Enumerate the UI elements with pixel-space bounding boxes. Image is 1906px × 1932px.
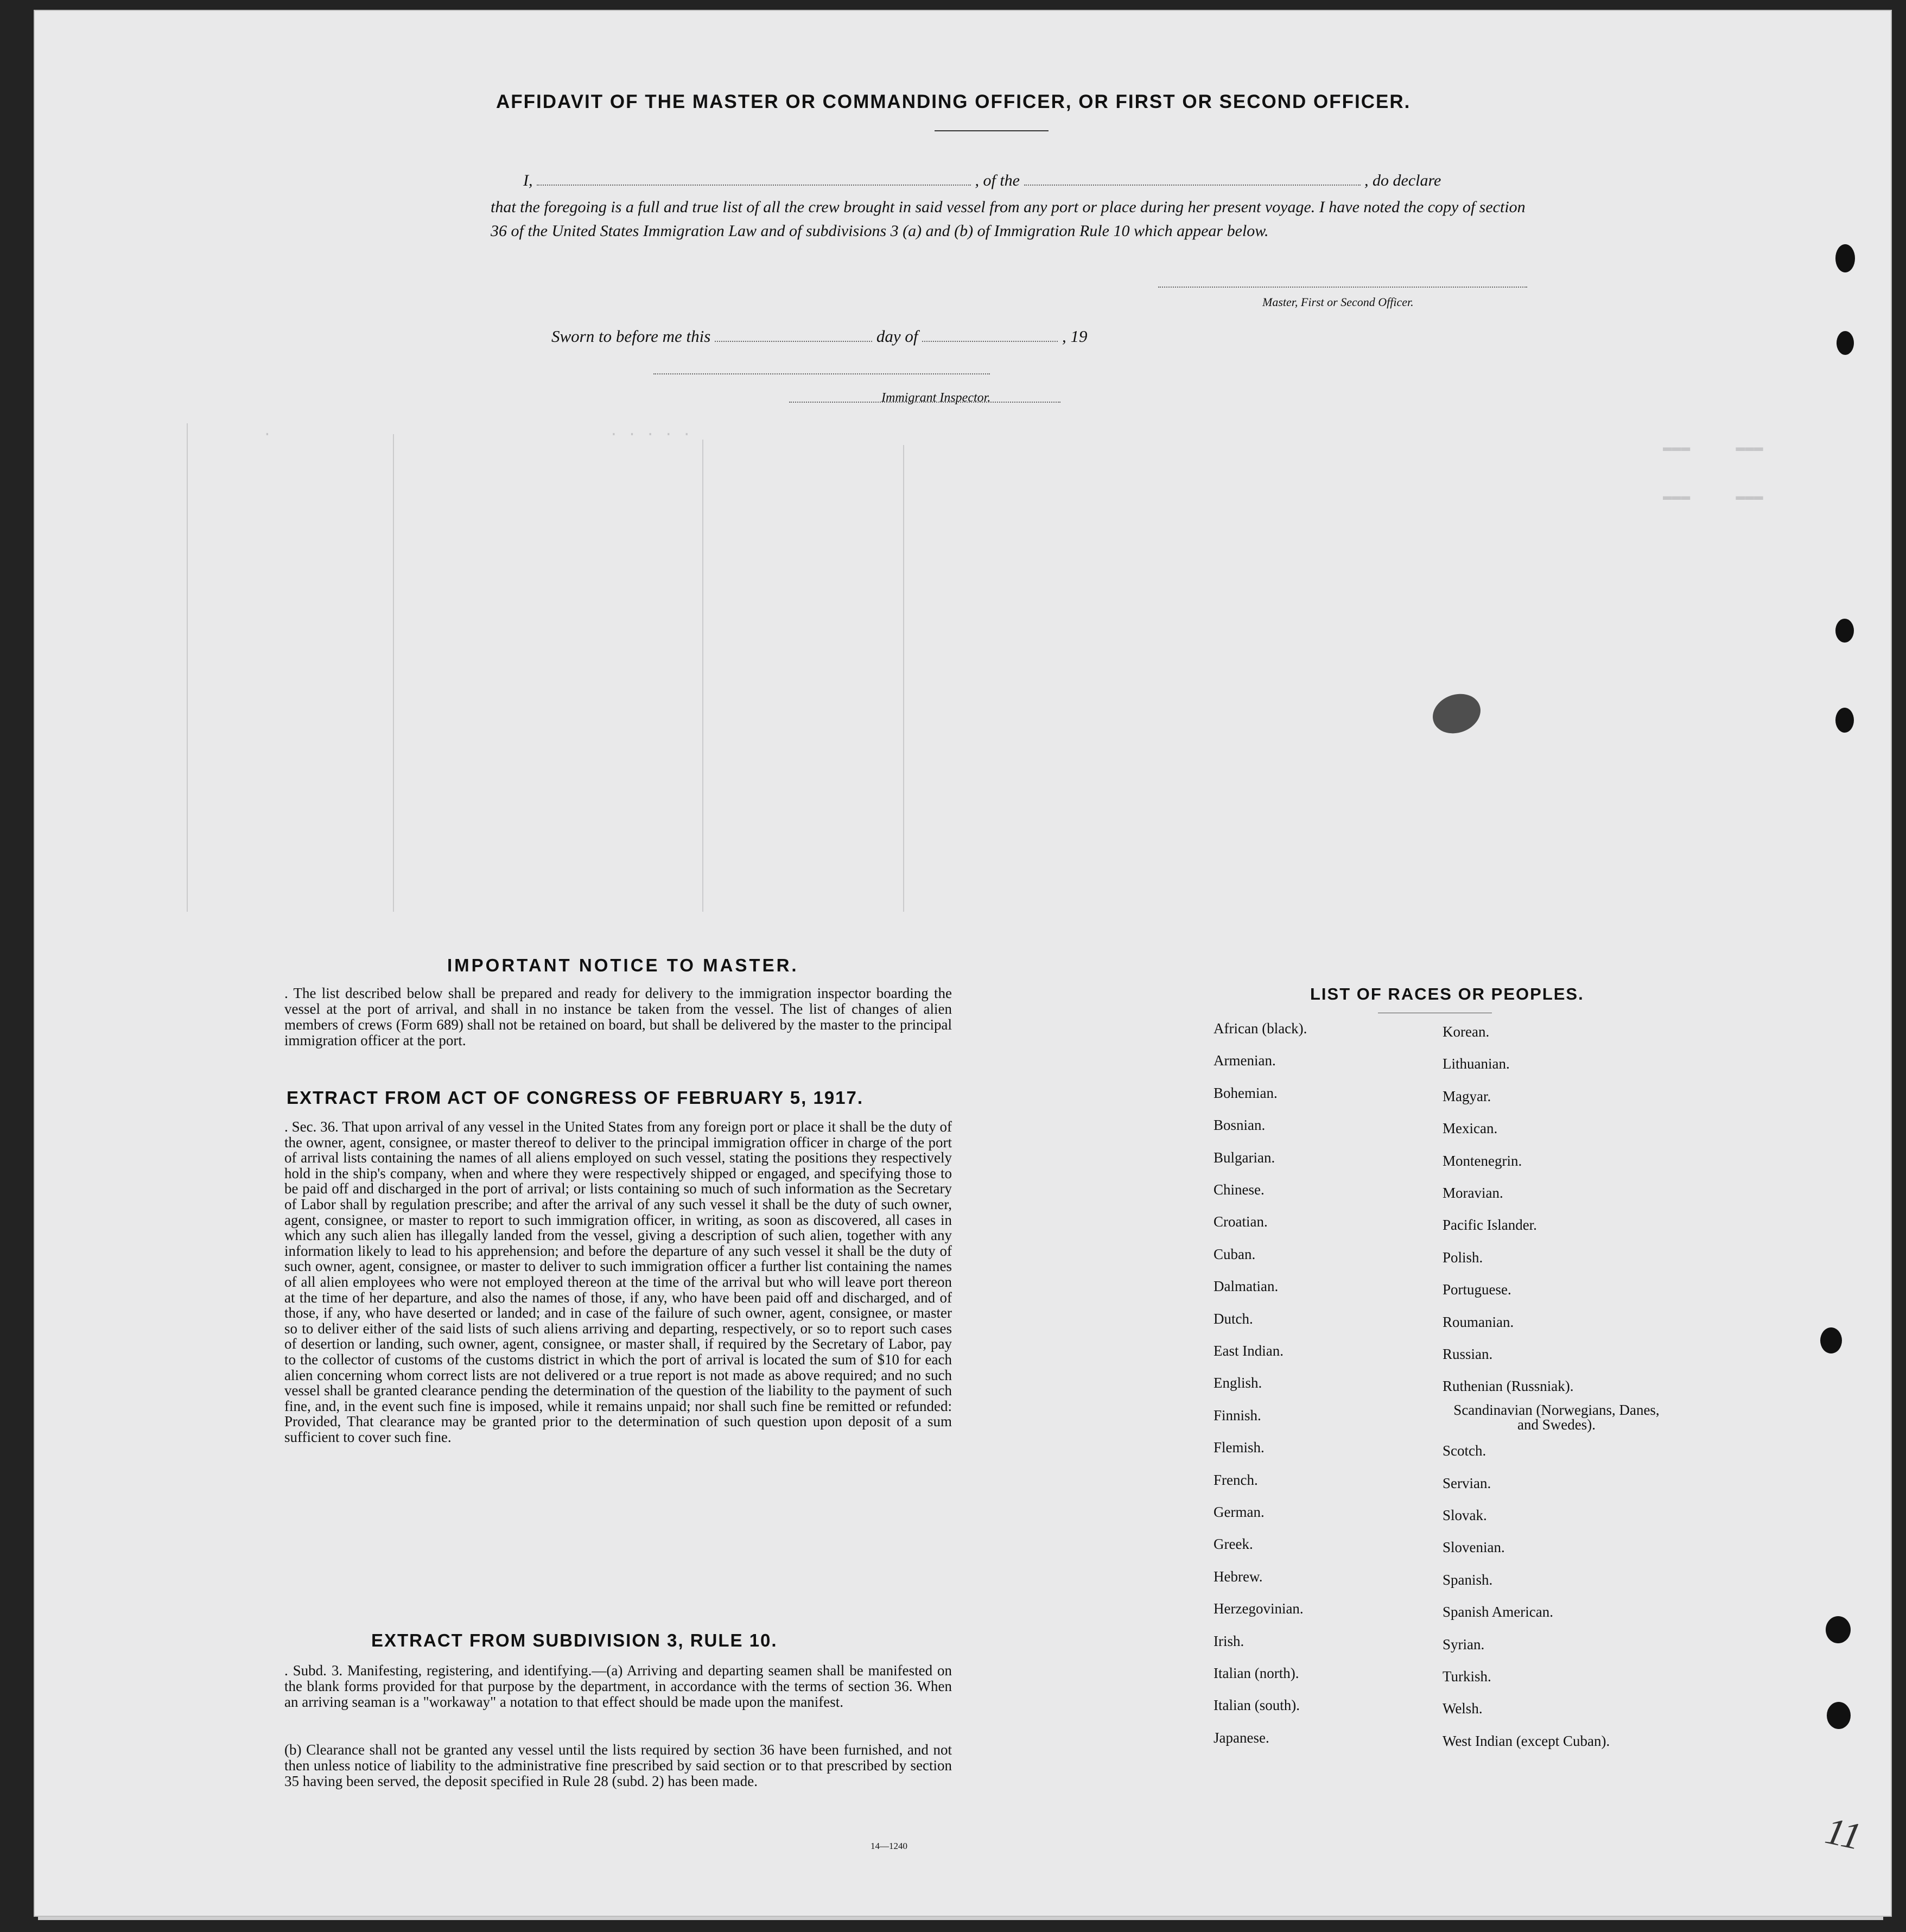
race-item: Polish. xyxy=(1443,1249,1483,1266)
race-item: Turkish. xyxy=(1443,1668,1491,1685)
race-item: Mexican. xyxy=(1443,1120,1498,1136)
binder-hole xyxy=(1835,619,1854,643)
race-item: Welsh. xyxy=(1443,1700,1483,1717)
race-item: Finnish. xyxy=(1214,1407,1261,1423)
notice-body: . The list described below shall be prepared and ready for delivery to the immigration inspector boarding the vessel at the port of arrival, and shall in no instance be taken from the vessel. The list of changes of alien members of crews (Form 689) shall not be retained on board, but shall be delivered by the master to the principal immigration officer at the port. xyxy=(284,985,952,1048)
inspector-signature-field-upper[interactable] xyxy=(653,373,990,374)
race-item: Portuguese. xyxy=(1443,1281,1511,1298)
race-item: Bosnian. xyxy=(1214,1117,1266,1133)
race-item: Syrian. xyxy=(1443,1636,1485,1653)
race-item: West Indian (except Cuban). xyxy=(1443,1733,1610,1749)
vessel-name-field[interactable] xyxy=(1024,185,1361,186)
race-item: Spanish. xyxy=(1443,1572,1493,1588)
race-item: Pacific Islander. xyxy=(1443,1217,1537,1233)
race-item: Lithuanian. xyxy=(1443,1056,1510,1072)
race-item: English. xyxy=(1214,1375,1262,1391)
race-item: Japanese. xyxy=(1214,1730,1269,1746)
sworn-line xyxy=(551,327,1087,346)
race-item: Slovenian. xyxy=(1443,1539,1505,1555)
title-rule xyxy=(935,130,1049,131)
race-item: Bulgarian. xyxy=(1214,1149,1275,1166)
affidavit-title: AFFIDAVIT OF THE MASTER OR COMMANDING OFFICER, OR FIRST OR SECOND OFFICER. xyxy=(496,91,1411,112)
race-item: German. xyxy=(1214,1504,1265,1520)
race-item: Chinese. xyxy=(1214,1181,1265,1198)
declarant-name-field[interactable] xyxy=(537,185,971,186)
race-item: Bohemian. xyxy=(1214,1085,1278,1101)
race-item: French. xyxy=(1214,1472,1258,1488)
race-item: Italian (south). xyxy=(1214,1697,1300,1713)
race-item: Greek. xyxy=(1214,1536,1253,1552)
bleed-through-text: ▬▬▬ ▬▬▬ xyxy=(1663,440,1763,456)
inspector-label: Immigrant Inspector. xyxy=(881,391,991,405)
race-item: Servian. xyxy=(1443,1475,1491,1491)
notice-title: IMPORTANT NOTICE TO MASTER. xyxy=(447,955,799,975)
races-title: LIST OF RACES OR PEOPLES. xyxy=(1310,984,1584,1003)
bleed-through-line xyxy=(903,445,904,912)
binder-hole xyxy=(1826,1616,1851,1643)
race-item: Montenegrin. xyxy=(1443,1153,1522,1169)
race-item: Cuban. xyxy=(1214,1246,1256,1262)
binder-hole xyxy=(1820,1327,1842,1353)
affidavit-body: that the foregoing is a full and true list of all the crew brought in said vessel from any port or place during her present voyage. I have noted the copy of section 36 of the United States Immigration Law and of subdivisions 3 (a) and (b) of Immigration Rule 10 which appear below. xyxy=(491,198,1526,240)
race-item: Scandinavian (Norwegians, Danes, and Swedes). xyxy=(1453,1402,1660,1433)
vessel-of-the-label: , of the xyxy=(975,171,1020,189)
race-item: Magyar. xyxy=(1443,1088,1491,1104)
ink-blot xyxy=(1427,688,1486,740)
race-item: Ruthenian (Russniak). xyxy=(1443,1378,1574,1394)
extract-act-body: . Sec. 36. That upon arrival of any vessel in the United States from any foreign port or place it shall be the duty of the owner, agent, consignee, or master thereof to deliver to the principal immigration officer in charge of the port of arrival lists containing the names of all aliens employed on such vessel, stating the positions they respectively hold in the ship's company, when and where they were respectively shipped or engaged, and specifying those to be paid off and discharged in the port of arrival; or lists containing so much of such information as the Secretary of Labor shall by regulation prescribe; and after the arrival of any such vessel it shall be the duty of such owner, agent, consignee, or master to report to such immigration officer, in writing, as soon as discovered, all cases in which any such alien has illegally landed from the vessel, giving a description of such alien, together with any information likely to lead to his apprehension; and before the departure of any such vessel it shall be the duty of such owner, agent, consignee, or master to deliver to such immigration officer a further list containing the names of all alien employees who were not employed thereon at the time of the arrival but who will leave port thereon at the time of her departure, and also the names of those, if any, who have been paid off and discharged, and of those, if any, who have deserted or landed; and in case of the failure of such owner, agent, consignee, or master so to deliver either of the said lists of such aliens arriving and departing, respectively, or so to report such cases of desertion or landing, such owner, agent, consignee, or master shall, if required by the Secretary of Labor, pay to the collector of customs of the customs district in which the port of arrival is located the sum of $10 for each alien concerning whom correct lists are not delivered or a true report is not made as above required; and no such vessel shall be granted clearance pending the determination of the question of the liability to the payment of such fine, and, in the event such fine is imposed, while it remains unpaid; nor shall such fine be remitted or refunded: Provided, That clearance may be granted prior to the determination of such question upon deposit of a sum sufficient to cover such fine. xyxy=(284,1118,952,1445)
race-item: Dutch. xyxy=(1214,1311,1253,1327)
race-item: Scotch. xyxy=(1443,1442,1486,1459)
manifest-back-page xyxy=(34,10,1892,1917)
extract-rule-para-b: (b) Clearance shall not be granted any vessel until the lists required by section 36 have been furnished, and not then unless notice of liability to the administrative fine prescribed by said section or to that prescribed by section 35 having been served, the deposit specified in Rule 28 (subd. 2) has been made. xyxy=(284,1742,952,1789)
race-item: Italian (north). xyxy=(1214,1665,1299,1681)
race-item: Croatian. xyxy=(1214,1213,1268,1230)
extract-rule-title: EXTRACT FROM SUBDIVISION 3, RULE 10. xyxy=(371,1630,778,1650)
race-item: Herzegovinian. xyxy=(1214,1600,1304,1617)
bleed-through-text: ▬▬▬ ▬▬▬ xyxy=(1663,488,1763,505)
binder-hole xyxy=(1835,244,1855,272)
binder-hole xyxy=(1835,708,1854,733)
race-item: East Indian. xyxy=(1214,1343,1284,1359)
do-declare-label: , do declare xyxy=(1364,171,1441,189)
binder-hole xyxy=(1827,1702,1851,1729)
race-item: Slovak. xyxy=(1443,1507,1487,1523)
bleed-through-line xyxy=(393,434,394,912)
sworn-month-field[interactable] xyxy=(922,341,1058,342)
sworn-date-field[interactable] xyxy=(715,341,872,342)
race-item: Korean. xyxy=(1443,1024,1490,1040)
race-item: Spanish American. xyxy=(1443,1604,1553,1620)
sworn-prefix: Sworn to before me this xyxy=(551,327,711,346)
race-item: Moravian. xyxy=(1443,1185,1503,1201)
binder-hole xyxy=(1837,331,1854,355)
sworn-year-label: , 19 xyxy=(1062,327,1088,346)
bleed-through-line xyxy=(702,440,703,912)
race-item: Irish. xyxy=(1214,1633,1244,1649)
master-signature-field[interactable] xyxy=(1158,287,1527,288)
handwritten-margin-note: 11 xyxy=(1821,1810,1865,1858)
bleed-through-line xyxy=(187,423,188,912)
declarant-prefix: I, xyxy=(523,171,533,189)
form-number: 14—1240 xyxy=(871,1841,907,1851)
bleed-through-text: . . . . . . xyxy=(263,423,691,440)
race-item: Armenian. xyxy=(1214,1052,1276,1069)
race-item: African (black). xyxy=(1214,1020,1307,1037)
race-item: Russian. xyxy=(1443,1346,1493,1362)
extract-rule-para-a: . Subd. 3. Manifesting, registering, and identifying.—(a) Arriving and departing seamen shall be manifested on the blank forms provided for that purpose by the department, in accordance with the terms of section 36. When an arriving seaman is a "workaway" a notation to that effect should be made upon the manifest. xyxy=(284,1662,952,1710)
race-item: Hebrew. xyxy=(1214,1568,1263,1585)
master-signature-label: Master, First or Second Officer. xyxy=(1262,295,1414,309)
race-item: Flemish. xyxy=(1214,1439,1265,1456)
affidavit-declaration-line xyxy=(523,171,1441,190)
race-item: Dalmatian. xyxy=(1214,1278,1279,1294)
sworn-day-label: day of xyxy=(876,327,918,346)
extract-act-title: EXTRACT FROM ACT OF CONGRESS OF FEBRUARY 5, 1917. xyxy=(287,1088,864,1108)
race-item: Roumanian. xyxy=(1443,1314,1514,1330)
